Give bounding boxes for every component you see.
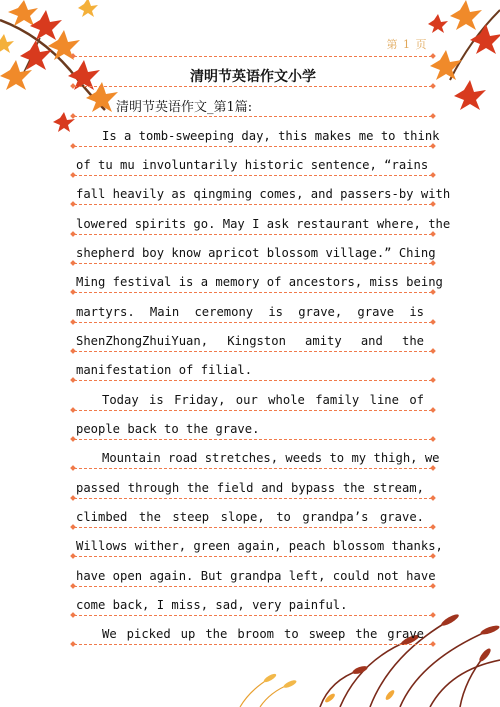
divider-rule xyxy=(74,556,432,557)
divider-rule xyxy=(74,527,432,528)
text-line: of tu mu involuntarily historic sentence, “rains xyxy=(76,158,429,172)
text-line: Is a tomb-sweeping day, this makes me to think xyxy=(102,129,440,143)
wheat-grass-bottom-right xyxy=(300,600,500,707)
divider-rule xyxy=(74,351,432,352)
wheat-bottom-left xyxy=(230,670,310,707)
text-line: Today is Friday, our whole family line of xyxy=(102,393,424,407)
divider-rule xyxy=(74,56,432,57)
divider-rule xyxy=(74,615,432,616)
text-line: We picked up the broom to sweep the grave xyxy=(102,627,424,641)
text-line: people back to the grave. xyxy=(76,422,260,436)
text-line: fall heavily as qingming comes, and passers-by with xyxy=(76,187,451,201)
page-number: 第 1 页 xyxy=(386,38,428,51)
divider-rule xyxy=(74,263,432,264)
text-line: passed through the field and bypass the stream, xyxy=(76,481,424,495)
divider-rule xyxy=(74,204,432,205)
text-line: Mountain road stretches, weeds to my thigh, we xyxy=(102,451,440,465)
text-line: Ming festival is a memory of ancestors, miss being xyxy=(76,275,443,289)
text-line: Willows wither, green again, peach blossom thanks, xyxy=(76,539,443,553)
divider-rule xyxy=(74,146,432,147)
divider-rule xyxy=(74,644,432,645)
divider-rule xyxy=(74,86,432,87)
divider-rule xyxy=(74,175,432,176)
text-line: climbed the steep slope, to grandpa’s grave. xyxy=(76,510,424,524)
text-line: come back, I miss, sad, very painful. xyxy=(76,598,348,612)
divider-rule xyxy=(74,292,432,293)
text-line: have open again. But grandpa left, could not have xyxy=(76,569,436,583)
divider-rule xyxy=(74,586,432,587)
divider-rule xyxy=(74,234,432,235)
divider-rule xyxy=(74,439,432,440)
divider-rule xyxy=(74,410,432,411)
divider-rule xyxy=(74,116,432,117)
divider-rule xyxy=(74,380,432,381)
text-line: martyrs. Main ceremony is grave, grave is xyxy=(76,305,424,319)
text-line: lowered spirits go. May I ask restaurant where, the xyxy=(76,217,451,231)
divider-rule xyxy=(74,498,432,499)
document-title: 清明节英语作文小学 xyxy=(190,69,316,85)
divider-rule xyxy=(74,468,432,469)
section-heading: 清明节英语作文_第1篇: xyxy=(116,100,253,115)
divider-rule xyxy=(74,322,432,323)
maple-branch-top-right xyxy=(420,0,500,130)
text-line: shepherd boy know apricot blossom village.” Ching xyxy=(76,246,436,260)
text-line: ShenZhongZhuiYuan, Kingston amity and the xyxy=(76,334,424,348)
text-line: manifestation of filial. xyxy=(76,363,253,377)
